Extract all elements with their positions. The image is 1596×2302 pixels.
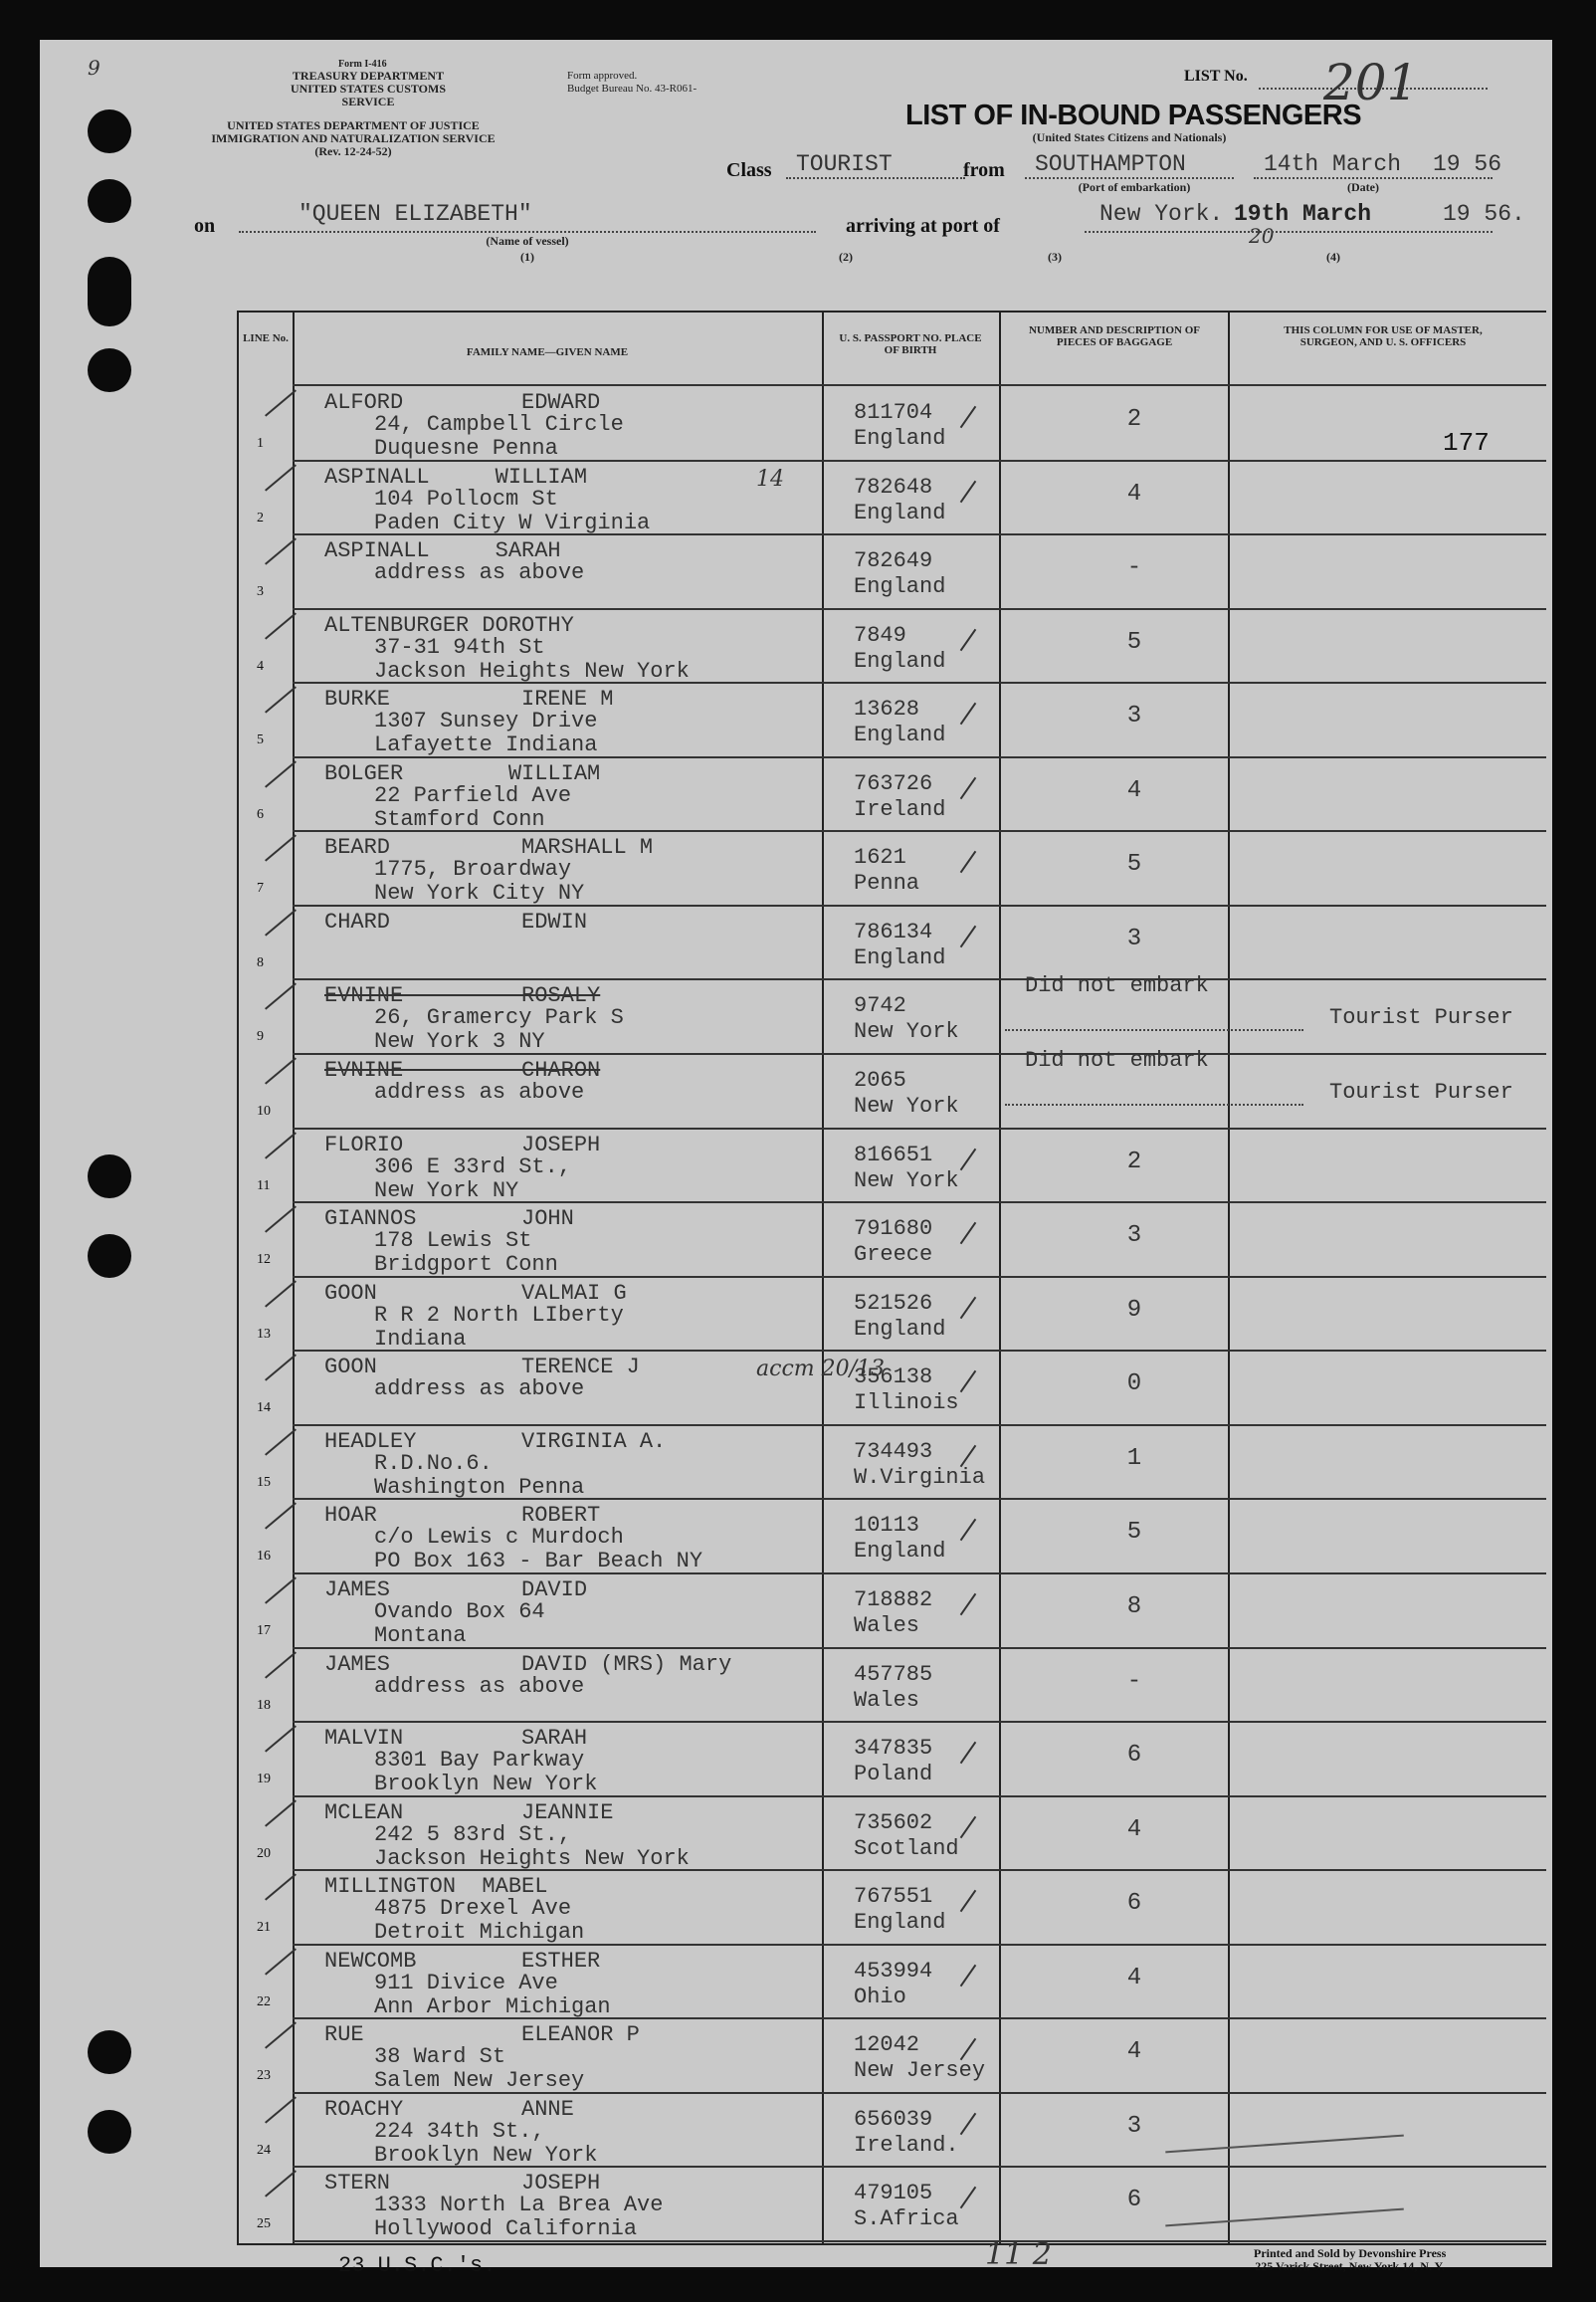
passport-number: 791680 xyxy=(854,1216,933,1242)
line-number: 17 xyxy=(257,1622,271,1638)
tick-mark xyxy=(265,537,297,564)
list-no-label: LIST No. xyxy=(1184,68,1248,85)
passport-number: 718882 xyxy=(854,1586,933,1612)
table-row xyxy=(239,757,1546,832)
place-of-birth: Wales xyxy=(854,1612,920,1638)
table-row xyxy=(239,906,1546,980)
table-row xyxy=(239,1351,1546,1425)
table-row xyxy=(239,461,1546,535)
address-line-1: 242 5 83rd St., xyxy=(374,1821,572,1847)
passenger-name: HEADLEY VIRGINIA A. xyxy=(324,1428,667,1454)
punch-hole xyxy=(88,2030,131,2074)
check-mark xyxy=(960,2038,977,2060)
address-line-1: 178 Lewis St xyxy=(374,1228,532,1254)
passport-number: 734493 xyxy=(854,1438,933,1464)
place-of-birth: Poland xyxy=(854,1762,933,1787)
purser-note: Tourist Purser xyxy=(1329,1005,1513,1031)
address-line-1: 1307 Sunsey Drive xyxy=(374,709,598,734)
passport-number: 656039 xyxy=(854,2106,933,2132)
line-number: 4 xyxy=(257,658,264,674)
tick-mark xyxy=(265,983,297,1010)
passenger-name: ASPINALL WILLIAM xyxy=(324,464,588,490)
tick-mark xyxy=(265,1799,297,1826)
line-number: 11 xyxy=(257,1177,271,1193)
line-number: 10 xyxy=(257,1104,271,1120)
check-mark xyxy=(960,1742,977,1764)
check-mark xyxy=(960,1890,977,1912)
address-line-1: 8301 Bay Parkway xyxy=(374,1748,585,1774)
passport-number: 811704 xyxy=(854,400,933,425)
passport-number: 457785 xyxy=(854,1661,933,1687)
passenger-name: MCLEAN JEANNIE xyxy=(324,1799,614,1825)
address-line-1: 224 34th St., xyxy=(374,2118,545,2144)
passenger-name: JAMES DAVID xyxy=(324,1576,588,1602)
place-of-birth: England xyxy=(854,1316,946,1342)
check-mark xyxy=(960,851,977,873)
col-header-baggage: NUMBER AND DESCRIPTION OF PIECES OF BAGGAGE xyxy=(1028,324,1201,348)
place-of-birth: England xyxy=(854,426,946,451)
tick-mark xyxy=(265,909,297,936)
vessel-line xyxy=(239,231,816,233)
place-of-birth: Illinois xyxy=(854,1390,959,1416)
address-line-2: New York NY xyxy=(374,1177,519,1203)
address-line-1: 104 Pollocm St xyxy=(374,486,558,512)
address-line-2: Brooklyn New York xyxy=(374,1772,598,1797)
address-line-1: address as above xyxy=(374,1673,585,1699)
passenger-name: ASPINALL SARAH xyxy=(324,538,561,564)
baggage-count: 2 xyxy=(1126,406,1142,433)
remark: Did not embark xyxy=(1025,973,1209,999)
address-line-2: Jackson Heights New York xyxy=(374,658,690,684)
punch-hole xyxy=(88,1154,131,1198)
table-row xyxy=(239,1425,1546,1500)
baggage-count: 6 xyxy=(1126,1742,1142,1770)
passenger-name: ALFORD EDWARD xyxy=(324,390,601,415)
line-number: 23 xyxy=(257,2068,271,2084)
passport-number: 521526 xyxy=(854,1290,933,1316)
place-of-birth: England xyxy=(854,723,946,748)
arriving-label: arriving at port of xyxy=(846,215,1000,237)
line-number: 20 xyxy=(257,1845,271,1861)
baggage-count: 4 xyxy=(1126,776,1142,804)
address-line-1: 911 Divice Ave xyxy=(374,1970,558,1995)
punch-hole xyxy=(88,2110,131,2154)
place-of-birth: New Jersey xyxy=(854,2058,986,2084)
check-mark xyxy=(960,1296,977,1318)
passenger-name: RUE ELEANOR P xyxy=(324,2022,640,2048)
tick-mark xyxy=(265,1428,297,1455)
col2-caption: (2) xyxy=(839,250,853,264)
baggage-count: 8 xyxy=(1126,1592,1142,1620)
date-value: 14th March xyxy=(1264,151,1402,177)
col4-caption: (4) xyxy=(1326,250,1340,264)
class-label: Class xyxy=(726,159,772,181)
place-of-birth: New York xyxy=(854,1019,959,1045)
page-subtitle: (United States Citizens and Nationals) xyxy=(1032,130,1227,144)
col3-caption: (3) xyxy=(1048,250,1062,264)
page-title: LIST OF IN-BOUND PASSENGERS xyxy=(905,100,1362,131)
place-of-birth: New York xyxy=(854,1094,959,1120)
place-of-birth: England xyxy=(854,1539,946,1565)
address-line-1: c/o Lewis c Murdoch xyxy=(374,1525,624,1551)
table-row xyxy=(239,683,1546,757)
check-mark xyxy=(960,1445,977,1467)
table-row xyxy=(239,534,1546,609)
line-number: 6 xyxy=(257,806,264,822)
passenger-name: NEWCOMB ESTHER xyxy=(324,1948,601,1974)
passenger-name: JAMES DAVID (MRS) Mary xyxy=(324,1651,732,1677)
passenger-table xyxy=(237,311,1546,2245)
place-of-birth: Wales xyxy=(854,1687,920,1713)
baggage-count: 6 xyxy=(1126,2187,1142,2214)
tick-mark xyxy=(265,1280,297,1307)
tick-mark xyxy=(265,1132,297,1158)
tick-mark xyxy=(265,1503,297,1530)
address-line-1: 1775, Broardway xyxy=(374,857,572,883)
address-line-2: New York 3 NY xyxy=(374,1029,545,1055)
arrival-date: 19th March xyxy=(1234,201,1372,227)
line-number: 18 xyxy=(257,1697,271,1713)
corner-mark: 9 xyxy=(88,56,100,80)
baggage-count: 5 xyxy=(1126,628,1142,656)
place-of-birth: England xyxy=(854,500,946,525)
baggage-count: 5 xyxy=(1126,851,1142,879)
baggage-count: - xyxy=(1126,1667,1142,1695)
address-line-2: Bridgport Conn xyxy=(374,1252,558,1278)
line-number: 21 xyxy=(257,1920,271,1936)
check-mark xyxy=(960,1815,977,1837)
from-value: SOUTHAMPTON xyxy=(1035,151,1186,177)
place-of-birth: England xyxy=(854,944,946,970)
passport-number: 356138 xyxy=(854,1364,933,1390)
line-number: 13 xyxy=(257,1326,271,1342)
table-row xyxy=(239,386,1546,461)
tick-mark xyxy=(265,389,297,416)
date-line xyxy=(1254,177,1493,179)
punch-hole xyxy=(88,179,131,223)
place-of-birth: Ireland xyxy=(854,796,946,822)
table-row xyxy=(239,831,1546,906)
check-mark xyxy=(960,1148,977,1169)
baggage-count: 3 xyxy=(1126,925,1142,952)
passenger-name: GOON VALMAI G xyxy=(324,1280,627,1306)
arrival-port: New York. xyxy=(1099,201,1224,227)
passport-number: 347835 xyxy=(854,1736,933,1762)
passport-number: 479105 xyxy=(854,2181,933,2206)
place-of-birth: Greece xyxy=(854,1242,933,1268)
line-number: 7 xyxy=(257,881,264,897)
line-number: 22 xyxy=(257,1993,271,2009)
tick-mark xyxy=(265,1651,297,1678)
class-value: TOURIST xyxy=(796,151,893,177)
check-mark xyxy=(960,1519,977,1541)
tick-mark xyxy=(265,1725,297,1752)
line-number: 15 xyxy=(257,1474,271,1490)
printer-imprint: Printed and Sold by Devonshire Press 225 Varick Street, New York 14, N. Y. xyxy=(1254,2246,1447,2273)
total-count: 23 U.S.C.'s. xyxy=(338,2253,497,2278)
check-mark xyxy=(960,1965,977,1987)
place-of-birth: S.Africa xyxy=(854,2206,959,2232)
line-number: 25 xyxy=(257,2216,271,2232)
address-line-2: Jackson Heights New York xyxy=(374,1845,690,1871)
address-line-2: Hollywood California xyxy=(374,2216,638,2242)
check-mark xyxy=(960,1370,977,1392)
address-line-1: Ovando Box 64 xyxy=(374,1598,545,1624)
passport-number: 735602 xyxy=(854,1809,933,1835)
line-number: 16 xyxy=(257,1549,271,1565)
address-line-2: Ann Arbor Michigan xyxy=(374,1993,611,2019)
line-number: 12 xyxy=(257,1252,271,1268)
col-header-line-no: LINE No. xyxy=(243,332,289,344)
address-line-1: 26, Gramercy Park S xyxy=(374,1005,624,1031)
signature xyxy=(1005,1068,1303,1106)
document-page xyxy=(40,40,1552,2278)
passport-number: 782649 xyxy=(854,548,933,574)
address-line-1: 4875 Drexel Ave xyxy=(374,1896,572,1922)
place-of-birth: Penna xyxy=(854,871,920,897)
place-of-birth: England xyxy=(854,1910,946,1936)
line-number: 14 xyxy=(257,1400,271,1416)
table-row xyxy=(239,609,1546,684)
punch-hole xyxy=(88,257,131,326)
passenger-name: STERN JOSEPH xyxy=(324,2171,601,2197)
passenger-name: EVNINE CHARON xyxy=(324,1058,601,1084)
table-row xyxy=(239,1648,1546,1723)
table-row xyxy=(239,1722,1546,1796)
address-line-2: Lafayette Indiana xyxy=(374,732,598,758)
vessel-name: "QUEEN ELIZABETH" xyxy=(299,201,532,227)
passport-number: 13628 xyxy=(854,697,920,723)
passenger-name: MALVIN SARAH xyxy=(324,1726,588,1752)
check-mark xyxy=(960,2113,977,2135)
passenger-name: GIANNOS JOHN xyxy=(324,1206,574,1232)
line-number: 1 xyxy=(257,436,264,451)
check-mark xyxy=(960,926,977,947)
check-mark xyxy=(960,777,977,799)
address-line-1: R.D.No.6. xyxy=(374,1450,493,1476)
from-label: from xyxy=(963,159,1005,181)
baggage-count: 9 xyxy=(1126,1296,1142,1324)
treasury-block: TREASURY DEPARTMENT UNITED STATES CUSTOMS SERVICE xyxy=(290,69,447,108)
place-of-birth: England xyxy=(854,648,946,674)
passport-number: 453994 xyxy=(854,1958,933,1984)
table-row xyxy=(239,1048,1546,1129)
address-line-1: 24, Campbell Circle xyxy=(374,412,624,437)
table-row xyxy=(239,1945,1546,2019)
handwritten-total: 11 2 xyxy=(985,2237,1052,2272)
tick-mark xyxy=(265,1948,297,1975)
vessel-caption: (Name of vessel) xyxy=(486,234,569,248)
table-row xyxy=(239,1202,1546,1277)
baggage-count: - xyxy=(1126,554,1142,582)
table-row xyxy=(239,1129,1546,1203)
line-number: 2 xyxy=(257,510,264,525)
passport-number: 2065 xyxy=(854,1068,906,1094)
passport-number: 767551 xyxy=(854,1884,933,1910)
line-number: 19 xyxy=(257,1772,271,1787)
year-2: 19 56. xyxy=(1443,201,1525,227)
tick-mark xyxy=(265,835,297,862)
tick-mark xyxy=(265,687,297,714)
place-of-birth: Ohio xyxy=(854,1984,906,2009)
place-of-birth: England xyxy=(854,574,946,600)
baggage-count: 4 xyxy=(1126,1964,1142,1991)
passenger-name: ROACHY ANNE xyxy=(324,2096,574,2122)
baggage-count: 0 xyxy=(1126,1370,1142,1398)
line-number: 5 xyxy=(257,732,264,748)
place-of-birth: New York xyxy=(854,1167,959,1193)
passport-number: 1621 xyxy=(854,845,906,871)
address-line-1: 37-31 94th St xyxy=(374,634,545,660)
baggage-count: 2 xyxy=(1126,1148,1142,1175)
passport-number: 12042 xyxy=(854,2032,920,2058)
address-line-1: 38 Ward St xyxy=(374,2044,506,2070)
passenger-name: BURKE IRENE M xyxy=(324,687,614,713)
col-header-name: FAMILY NAME—GIVEN NAME xyxy=(466,346,629,358)
line-number: 3 xyxy=(257,584,264,600)
punch-hole xyxy=(88,109,131,153)
check-mark xyxy=(960,703,977,725)
check-mark xyxy=(960,480,977,502)
place-of-birth: Scotland xyxy=(854,1835,959,1861)
address-line-2: Brooklyn New York xyxy=(374,2142,598,2168)
address-line-2: Paden City W Virginia xyxy=(374,510,651,535)
address-line-2: Indiana xyxy=(374,1326,467,1352)
address-line-2: Duquesne Penna xyxy=(374,436,558,461)
justice-block: UNITED STATES DEPARTMENT OF JUSTICE IMMIGRATION AND NATURALIZATION SERVICE (Rev. 12-24-52) xyxy=(211,118,496,158)
check-mark xyxy=(960,628,977,650)
table-row xyxy=(239,1499,1546,1573)
baggage-count: 3 xyxy=(1126,1222,1142,1250)
address-line-1: R R 2 North LIberty xyxy=(374,1302,624,1328)
tick-mark xyxy=(265,760,297,787)
line-number: 24 xyxy=(257,2142,271,2158)
col-header-officers: THIS COLUMN FOR USE OF MASTER, SURGEON, AND U. S. OFFICERS xyxy=(1284,324,1483,348)
table-row xyxy=(239,1573,1546,1648)
tick-mark xyxy=(265,612,297,639)
line-number: 8 xyxy=(257,954,264,970)
on-label: on xyxy=(194,215,216,237)
passport-number: 816651 xyxy=(854,1142,933,1167)
from-line xyxy=(1025,177,1234,179)
passenger-name: EVNINE ROSALY xyxy=(324,983,601,1009)
col-header-passport: U. S. PASSPORT NO. PLACE OF BIRTH xyxy=(839,332,982,356)
table-row xyxy=(239,1796,1546,1871)
table-row xyxy=(239,1870,1546,1945)
passenger-name: HOAR ROBERT xyxy=(324,1503,601,1529)
baggage-count: 3 xyxy=(1126,2112,1142,2140)
baggage-count: 4 xyxy=(1126,1815,1142,1843)
tick-mark xyxy=(265,464,297,491)
tick-mark xyxy=(265,2171,297,2197)
handwritten-note: 14 xyxy=(756,466,784,492)
baggage-count: 3 xyxy=(1126,703,1142,731)
line-number: 9 xyxy=(257,1029,264,1045)
passport-number: 786134 xyxy=(854,919,933,944)
address-line-2: New York City NY xyxy=(374,881,585,907)
place-of-birth: W.Virginia xyxy=(854,1464,986,1490)
passport-number: 10113 xyxy=(854,1513,920,1539)
tick-mark xyxy=(265,2096,297,2123)
address-line-1: address as above xyxy=(374,1376,585,1402)
passport-number: 782648 xyxy=(854,474,933,500)
port-caption: (Port of embarkation) xyxy=(1078,180,1191,194)
place-of-birth: Ireland. xyxy=(854,2132,959,2158)
passenger-name: FLORIO JOSEPH xyxy=(324,1132,601,1157)
passenger-name: GOON TERENCE J xyxy=(324,1355,640,1380)
class-line xyxy=(786,177,965,179)
check-mark xyxy=(960,1593,977,1615)
tick-mark xyxy=(265,1355,297,1381)
passenger-name: MILLINGTON MABEL xyxy=(324,1874,548,1900)
tick-mark xyxy=(265,1576,297,1603)
arrival-line xyxy=(1085,231,1493,233)
tick-mark xyxy=(265,1206,297,1233)
row-divider xyxy=(293,2240,1546,2242)
check-mark xyxy=(960,406,977,428)
baggage-count: 1 xyxy=(1126,1444,1142,1472)
address-line-1: 22 Parfield Ave xyxy=(374,782,572,808)
address-line-2: PO Box 163 - Bar Beach NY xyxy=(374,1549,703,1574)
passenger-name: ALTENBURGER DOROTHY xyxy=(324,612,574,638)
baggage-count: 6 xyxy=(1126,1890,1142,1918)
address-line-1: 1333 North La Brea Ave xyxy=(374,2193,664,2218)
tick-mark xyxy=(265,1874,297,1901)
passport-number: 9742 xyxy=(854,993,906,1019)
check-mark xyxy=(960,2187,977,2208)
purser-note: Tourist Purser xyxy=(1329,1080,1513,1106)
date-caption: (Date) xyxy=(1347,180,1379,194)
table-row xyxy=(239,973,1546,1055)
list-no-value: 201 xyxy=(1323,54,1419,111)
baggage-count: 5 xyxy=(1126,1519,1142,1547)
address-line-1: address as above xyxy=(374,1080,585,1106)
table-body xyxy=(239,386,1546,2243)
passenger-name: BOLGER WILLIAM xyxy=(324,760,601,786)
punch-hole xyxy=(88,1234,131,1278)
baggage-count: 4 xyxy=(1126,2038,1142,2066)
tick-mark xyxy=(265,2022,297,2049)
remark: Did not embark xyxy=(1025,1048,1209,1074)
form-number: Form I-416 xyxy=(338,59,387,70)
punch-hole xyxy=(88,348,131,392)
officer-number: 177 xyxy=(1443,428,1490,458)
address-line-2: Montana xyxy=(374,1622,467,1648)
handwritten-note: accm 20/13 xyxy=(756,1357,886,1382)
year-1: 19 56 xyxy=(1433,151,1502,177)
table-row xyxy=(239,2018,1546,2093)
col1-caption: (1) xyxy=(520,250,534,264)
passport-number: 763726 xyxy=(854,770,933,796)
baggage-count: 4 xyxy=(1126,480,1142,508)
address-line-1: 306 E 33rd St., xyxy=(374,1153,572,1179)
arrival-date-correction: 20 xyxy=(1249,224,1275,248)
address-line-2: Washington Penna xyxy=(374,1474,585,1500)
signature xyxy=(1005,993,1303,1031)
table-row xyxy=(239,1277,1546,1352)
passenger-name: BEARD MARSHALL M xyxy=(324,835,654,861)
address-line-2: Detroit Michigan xyxy=(374,1920,585,1946)
check-mark xyxy=(960,1222,977,1244)
address-line-2: Stamford Conn xyxy=(374,806,545,832)
address-line-1: address as above xyxy=(374,560,585,586)
passport-number: 7849 xyxy=(854,622,906,648)
address-line-2: Salem New Jersey xyxy=(374,2068,585,2094)
passenger-name: CHARD EDWIN xyxy=(324,909,588,935)
form-approved: Form approved. Budget Bureau No. 43-R061- xyxy=(567,70,698,95)
tick-mark xyxy=(265,1057,297,1084)
